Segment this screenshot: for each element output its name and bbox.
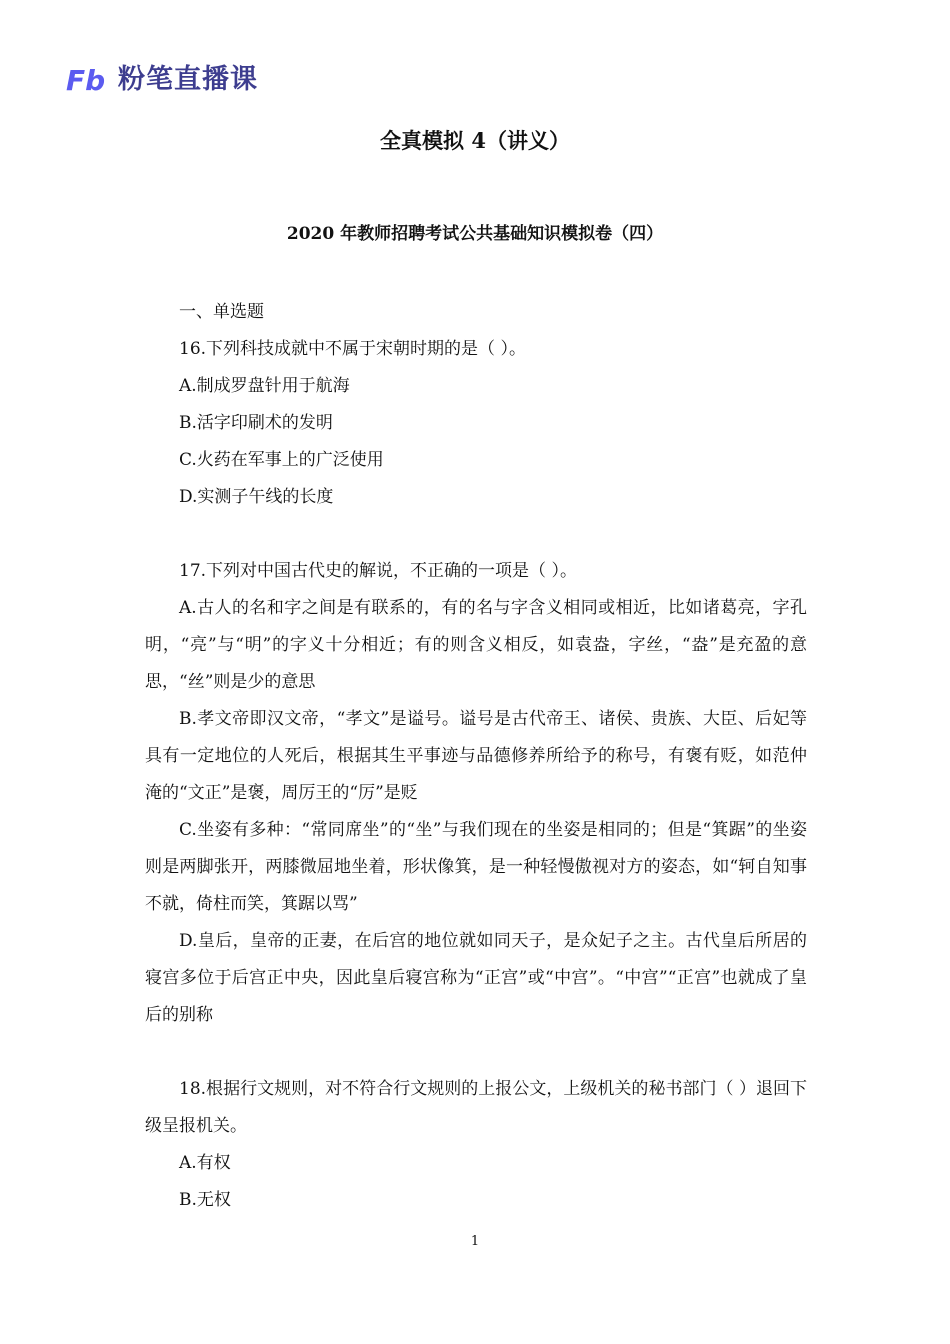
- option-a: A.古人的名和字之间是有联系的，有的名与字含义相同或相近，比如诸葛亮，字孔明，“亮”与“明”的字义十分相近；有的则含义相反，如袁盎，字丝，“盎”是充盈的意思，“丝”则是少的意思: [145, 598, 807, 692]
- question-stem: 16.下列科技成就中不属于宋朝时期的是（ ）。: [179, 339, 526, 359]
- brand-logo: [66, 62, 258, 98]
- option-d: D.皇后，皇帝的正妻，在后宫的地位就如同天子，是众妃子之主。古代皇后所居的寝宫多位于后宫正中央，因此皇后寝宫称为“正宫”或“中宫”。“中宫”“正宫”也就成了皇后的别称: [145, 931, 807, 1025]
- option-b: B.孝文帝即汉文帝，“孝文”是谥号。谥号是古代帝王、诸侯、贵族、大臣、后妃等具有一定地位的人死后，根据其生平事迹与品德修养所给予的称号，有褒有贬，如范仲淹的“文正”是褒，周厉王的“厉”是贬: [145, 709, 807, 803]
- option-a: A.有权: [179, 1153, 231, 1173]
- option-c: C.火药在军事上的广泛使用: [179, 450, 384, 470]
- document-subtitle: 2020 年教师招聘考试公共基础知识模拟卷（四）: [286, 224, 664, 244]
- fb-logo-icon: [66, 65, 112, 95]
- svg-text:Fb: Fb: [66, 65, 106, 95]
- option-d: D.实测子午线的长度: [179, 487, 334, 507]
- brand-name: 粉笔直播课: [118, 64, 258, 95]
- spacer: [145, 516, 807, 553]
- option-c: C.坐姿有多种：“常同席坐”的“坐”与我们现在的坐姿是相同的；但是“箕踞”的坐姿则是两脚张开，两膝微屈地坐着，形状像箕，是一种轻慢傲视对方的姿态，如“轲自知事不就，倚柱而笑，箕踞以骂”: [145, 820, 807, 914]
- page-number: 1: [470, 1234, 480, 1249]
- question-18: [145, 1071, 807, 1219]
- option-b: B.无权: [179, 1190, 231, 1210]
- option-a: A.制成罗盘针用于航海: [179, 376, 350, 396]
- section-heading: 一、单选题: [179, 302, 264, 322]
- document-title: 全真模拟 4（讲义）: [380, 128, 570, 153]
- spacer: [145, 1034, 807, 1071]
- document-body: [145, 294, 807, 1219]
- question-16: [145, 331, 807, 516]
- option-b: B.活字印刷术的发明: [179, 413, 333, 433]
- question-17: [145, 553, 807, 1034]
- question-stem: 17.下列对中国古代史的解说，不正确的一项是（ ）。: [179, 561, 577, 581]
- question-stem: 18.根据行文规则，对不符合行文规则的上报公文，上级机关的秘书部门（ ）退回下级呈报机关。: [145, 1079, 807, 1136]
